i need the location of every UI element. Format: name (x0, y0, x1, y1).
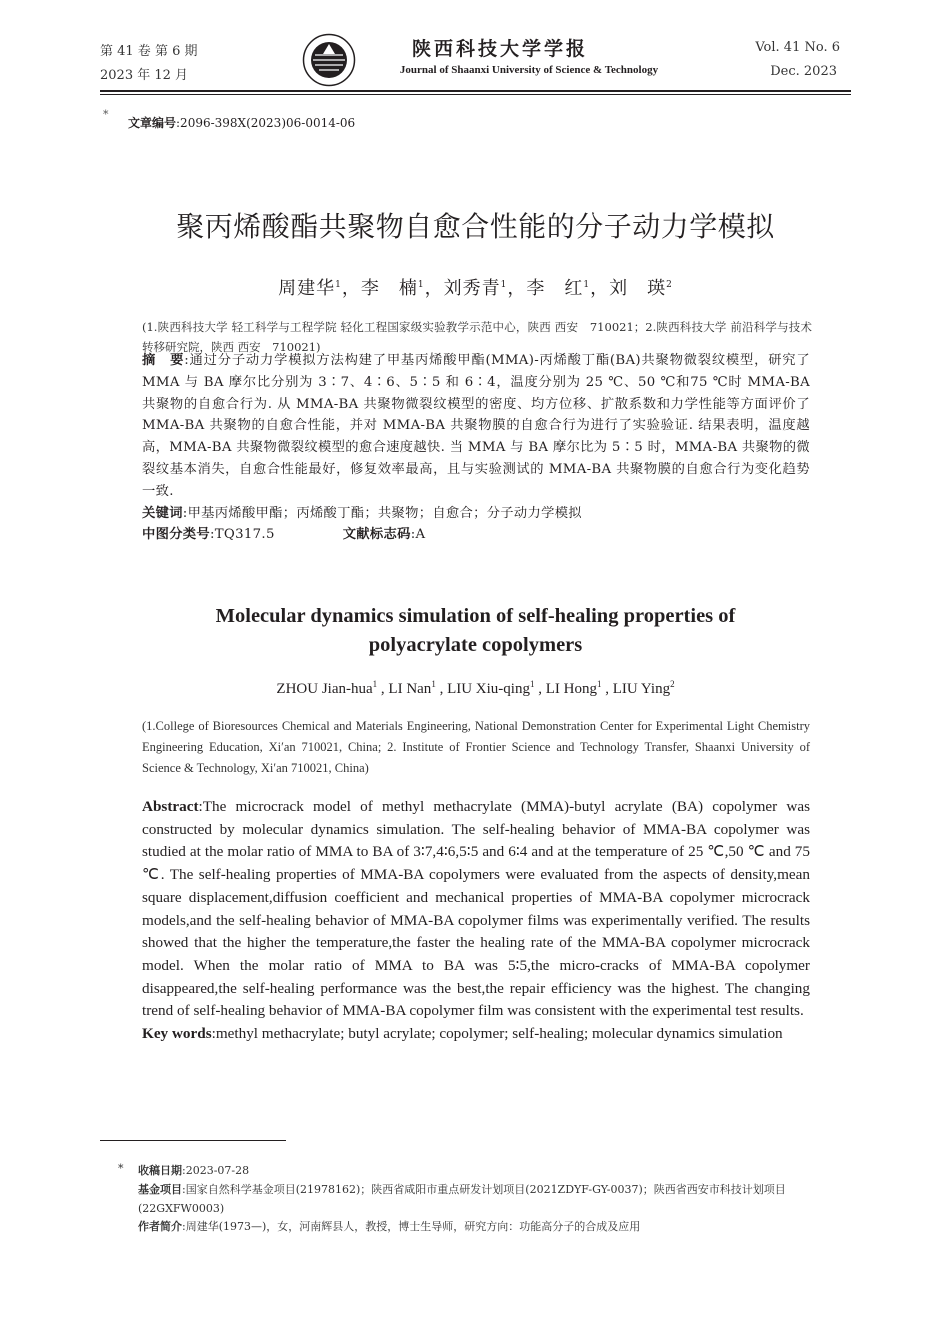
author-en: LIU Xiu-qing (447, 681, 530, 697)
received-value: :2023-07-28 (182, 1164, 250, 1177)
keywords-cn-label: 关键词 (142, 505, 183, 521)
abstract-cn-label: 摘 要 (142, 353, 185, 368)
footnote-received (138, 1162, 249, 1178)
header-date-cn: 2023 年 12 月 (100, 68, 189, 83)
author-en: LI Nan (388, 681, 432, 697)
abstract-en-text: :The microcrack model of methyl methacrylate (MMA)-butyl acrylate (BA) copolymer was constructed by molecular dynamics simulation. The self-healing behavior of MMA-BA copolymer was studied at the molar ratio of MMA to BA of 3∶7,4∶6,5∶5 and 6∶4 and at the temperature of 25 ℃,50 ℃ and 75 ℃. The self-healing properties of MMA-BA copolymers were evaluated from the aspects of density,mean square displacement,diffusion coefficient and mechanical properties of MMA-BA copolymer microcrack models,and the self-healing behavior of MMA-BA copolymer films was experimentally verified. The results showed that the higher the temperature,the faster the healing rate of the MMA-BA copolymer microcrack model. When the molar ratio of MMA to BA was 5∶5,the micro-cracks of MMA-BA copolymer disappeared,the self-healing performance was the best,the repair efficiency was the highest. The changing trend of self-healing behavior of MMA-BA copolymer film was consistent with the experimental test results. (142, 798, 810, 1020)
received-label: 收稿日期 (138, 1164, 182, 1177)
affiliation-en: (1.College of Bioresources Chemical and Materials Engineering, National Demonstration Center for Experimental Light Chemistry Engineering Education, Xi′an 710021, China; 2. Institute of Frontier Science and Technology Transfer, Shaanxi University of Science & Technology, Xi′an 710021, China) (142, 719, 810, 775)
authors-cn: 周建华$^1$，李 楠$^1$，刘秀青$^1$，李 红$^1$，刘 瑛$^2$ (278, 278, 673, 299)
journal-name-en: Journal of Shaanxi University of Science & Technology (399, 64, 659, 76)
author-cn: 李 楠 (360, 278, 418, 299)
header-volume-cn: 第 41 卷 第 6 期 (100, 44, 198, 59)
header-volume-en: Vol. 41 No. 6 (755, 40, 840, 55)
keywords-cn (142, 503, 810, 525)
title-cn: 聚丙烯酸酯共聚物自愈合性能的分子动力学模拟 (176, 210, 775, 243)
title-en (100, 602, 851, 660)
affiliation-cn: (1.陕西科技大学 轻工科学与工程学院 轻化工程国家级实验教学示范中心，陕西 西安 710021；2.陕西科技大学 前沿科学与技术转移研究院，陕西 西安 710021) (142, 320, 812, 354)
header-date-en: Dec. 2023 (770, 64, 837, 79)
abstract-en (142, 796, 810, 1023)
author-bio-value: :周建华(1973—)，女，河南辉县人，教授，博士生导师，研究方向：功能高分子的合成及应用 (182, 1220, 641, 1233)
article-star: * (103, 108, 109, 121)
journal-name-cn: 陕西科技大学学报 (411, 38, 588, 60)
title-en-line2: polyacrylate copolymers (368, 634, 583, 656)
author-en: LIU Ying (612, 681, 671, 697)
abstract-en-block (142, 796, 810, 1046)
abstract-en-label: Abstract (142, 798, 199, 815)
footnote-star: * (118, 1162, 124, 1175)
authors-en: ZHOU Jian-hua$^1$ , LI Nan$^1$ , LIU Xiu-qing$^1$ , LI Hong$^1$ , LIU Ying$^2$ (276, 679, 675, 697)
clc-label: 中图分类号 (142, 527, 210, 543)
fund-value: :国家自然科学基金项目(21978162)；陕西省咸阳市重点研发计划项目(2021ZDYF-GY-0037)；陕西省西安市科技计划项目(22GXFW0003) (138, 1183, 786, 1215)
keywords-en (142, 1023, 810, 1046)
article-number-label: 文章编号 (128, 116, 177, 130)
abstract-cn-block (142, 350, 810, 546)
doc-code-label: 文献标志码 (342, 527, 411, 543)
author-en: LI Hong (545, 681, 597, 697)
footnote-fund (138, 1180, 854, 1218)
doc-code-value: :A (410, 527, 426, 543)
article-number (128, 114, 355, 131)
keywords-en-text: :methyl methacrylate; butyl acrylate; copolymer; self-healing; molecular dynamics simulation (211, 1025, 783, 1043)
title-en-line1: Molecular dynamics simulation of self-healing properties of (215, 605, 736, 627)
university-logo (302, 33, 356, 87)
author-cn: 周建华 (278, 278, 336, 299)
author-cn: 刘秀青 (443, 278, 501, 299)
header-rule-thin (100, 94, 851, 95)
classification-line (142, 524, 810, 546)
author-en: ZHOU Jian-hua (276, 681, 373, 697)
article-number-value: :2096-398X(2023)06-0014-06 (176, 116, 356, 130)
keywords-en-label: Key words (142, 1025, 212, 1043)
author-cn: 刘 瑛 (609, 278, 667, 299)
footnote-rule (100, 1140, 286, 1141)
fund-label: 基金项目 (138, 1183, 182, 1196)
author-bio-label: 作者简介 (138, 1220, 182, 1233)
clc-value: :TQ317.5 (209, 527, 275, 543)
footnote-author (138, 1218, 640, 1234)
abstract-cn-text: :通过分子动力学模拟方法构建了甲基丙烯酸甲酯(MMA)-丙烯酸丁酯(BA)共聚物微裂纹模型，研究了 MMA 与 BA 摩尔比分别为 3∶7、4∶6、5∶5 和 6∶4，温度分别为 25 ℃、50 ℃和75 ℃时 MMA-BA 共聚物的自愈合行为. 从 MMA-BA 共聚物微裂纹模型的密度、均方位移、扩散系数和力学性能等方面评价了 MMA-BA 共聚物的自愈合性能，并对 MMA-BA 共聚物膜的自愈合行为进行了实验验证. 结果表明，温度越高，MMA-BA 共聚物微裂纹模型的愈合速度越快. 当 MMA 与 BA 摩尔比为 5∶5 时，MMA-BA 共聚物的微裂纹基本消失，自愈合性能最好，修复效率最高，且与实验测试的 MMA-BA 共聚物膜的自愈合行为变化趋势一致. (142, 353, 810, 499)
header-rule (100, 90, 851, 92)
abstract-cn (142, 350, 810, 503)
keywords-cn-text: :甲基丙烯酸甲酯；丙烯酸丁酯；共聚物；自愈合；分子动力学模拟 (182, 505, 582, 521)
author-cn: 李 红 (526, 278, 584, 299)
